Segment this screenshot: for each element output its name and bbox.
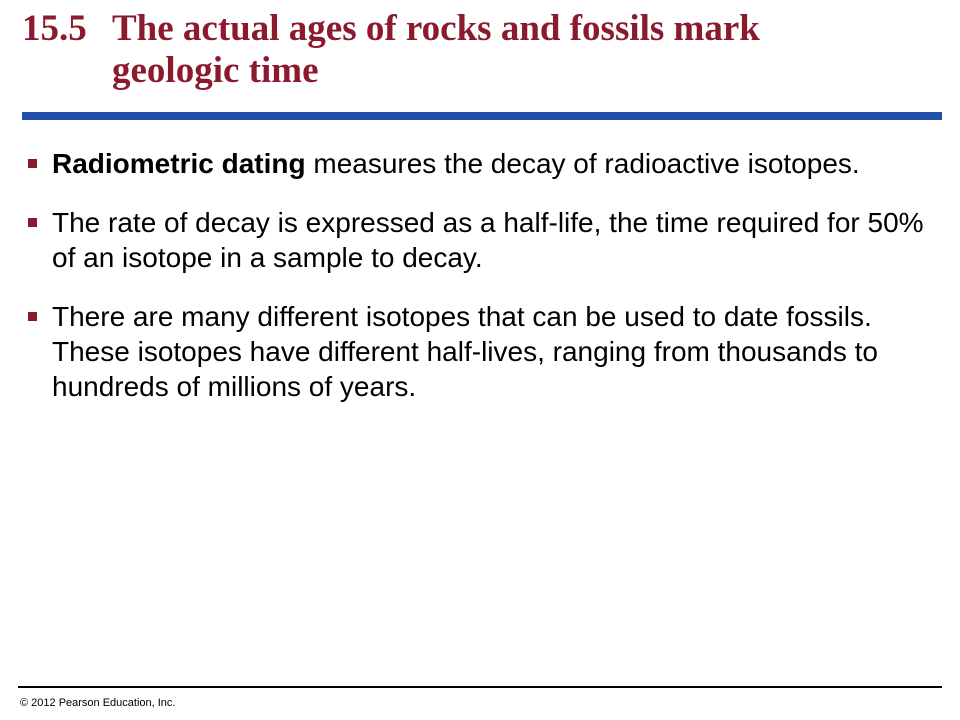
bullet-square-icon xyxy=(28,312,37,321)
bullet-item xyxy=(22,146,927,181)
bullet-square-icon xyxy=(28,218,37,227)
bullet-text: The rate of decay is expressed as a half-life, the time required for 50% of an isotope in a sample to decay. xyxy=(52,207,924,273)
bullet-item xyxy=(22,205,927,275)
title-line-2: geologic time xyxy=(112,50,319,91)
bullet-square-icon xyxy=(28,159,37,168)
bullet-item xyxy=(22,299,927,404)
bullet-list xyxy=(22,146,927,428)
bullet-text: measures the decay of radioactive isotopes. xyxy=(305,148,860,179)
title-line-1: The actual ages of rocks and fossils mark xyxy=(112,8,760,49)
title-number: 15.5 xyxy=(22,8,87,49)
footer-rule xyxy=(18,686,942,688)
bullet-text: There are many different isotopes that can be used to date fossils. These isotopes have different half-lives, ranging from thousands to hundreds of millions of years. xyxy=(52,301,878,402)
copyright-footer: © 2012 Pearson Education, Inc. xyxy=(20,697,176,709)
bullet-bold-term: Radiometric dating xyxy=(52,148,306,179)
slide-title xyxy=(22,8,942,92)
title-underline-rule xyxy=(22,112,942,120)
